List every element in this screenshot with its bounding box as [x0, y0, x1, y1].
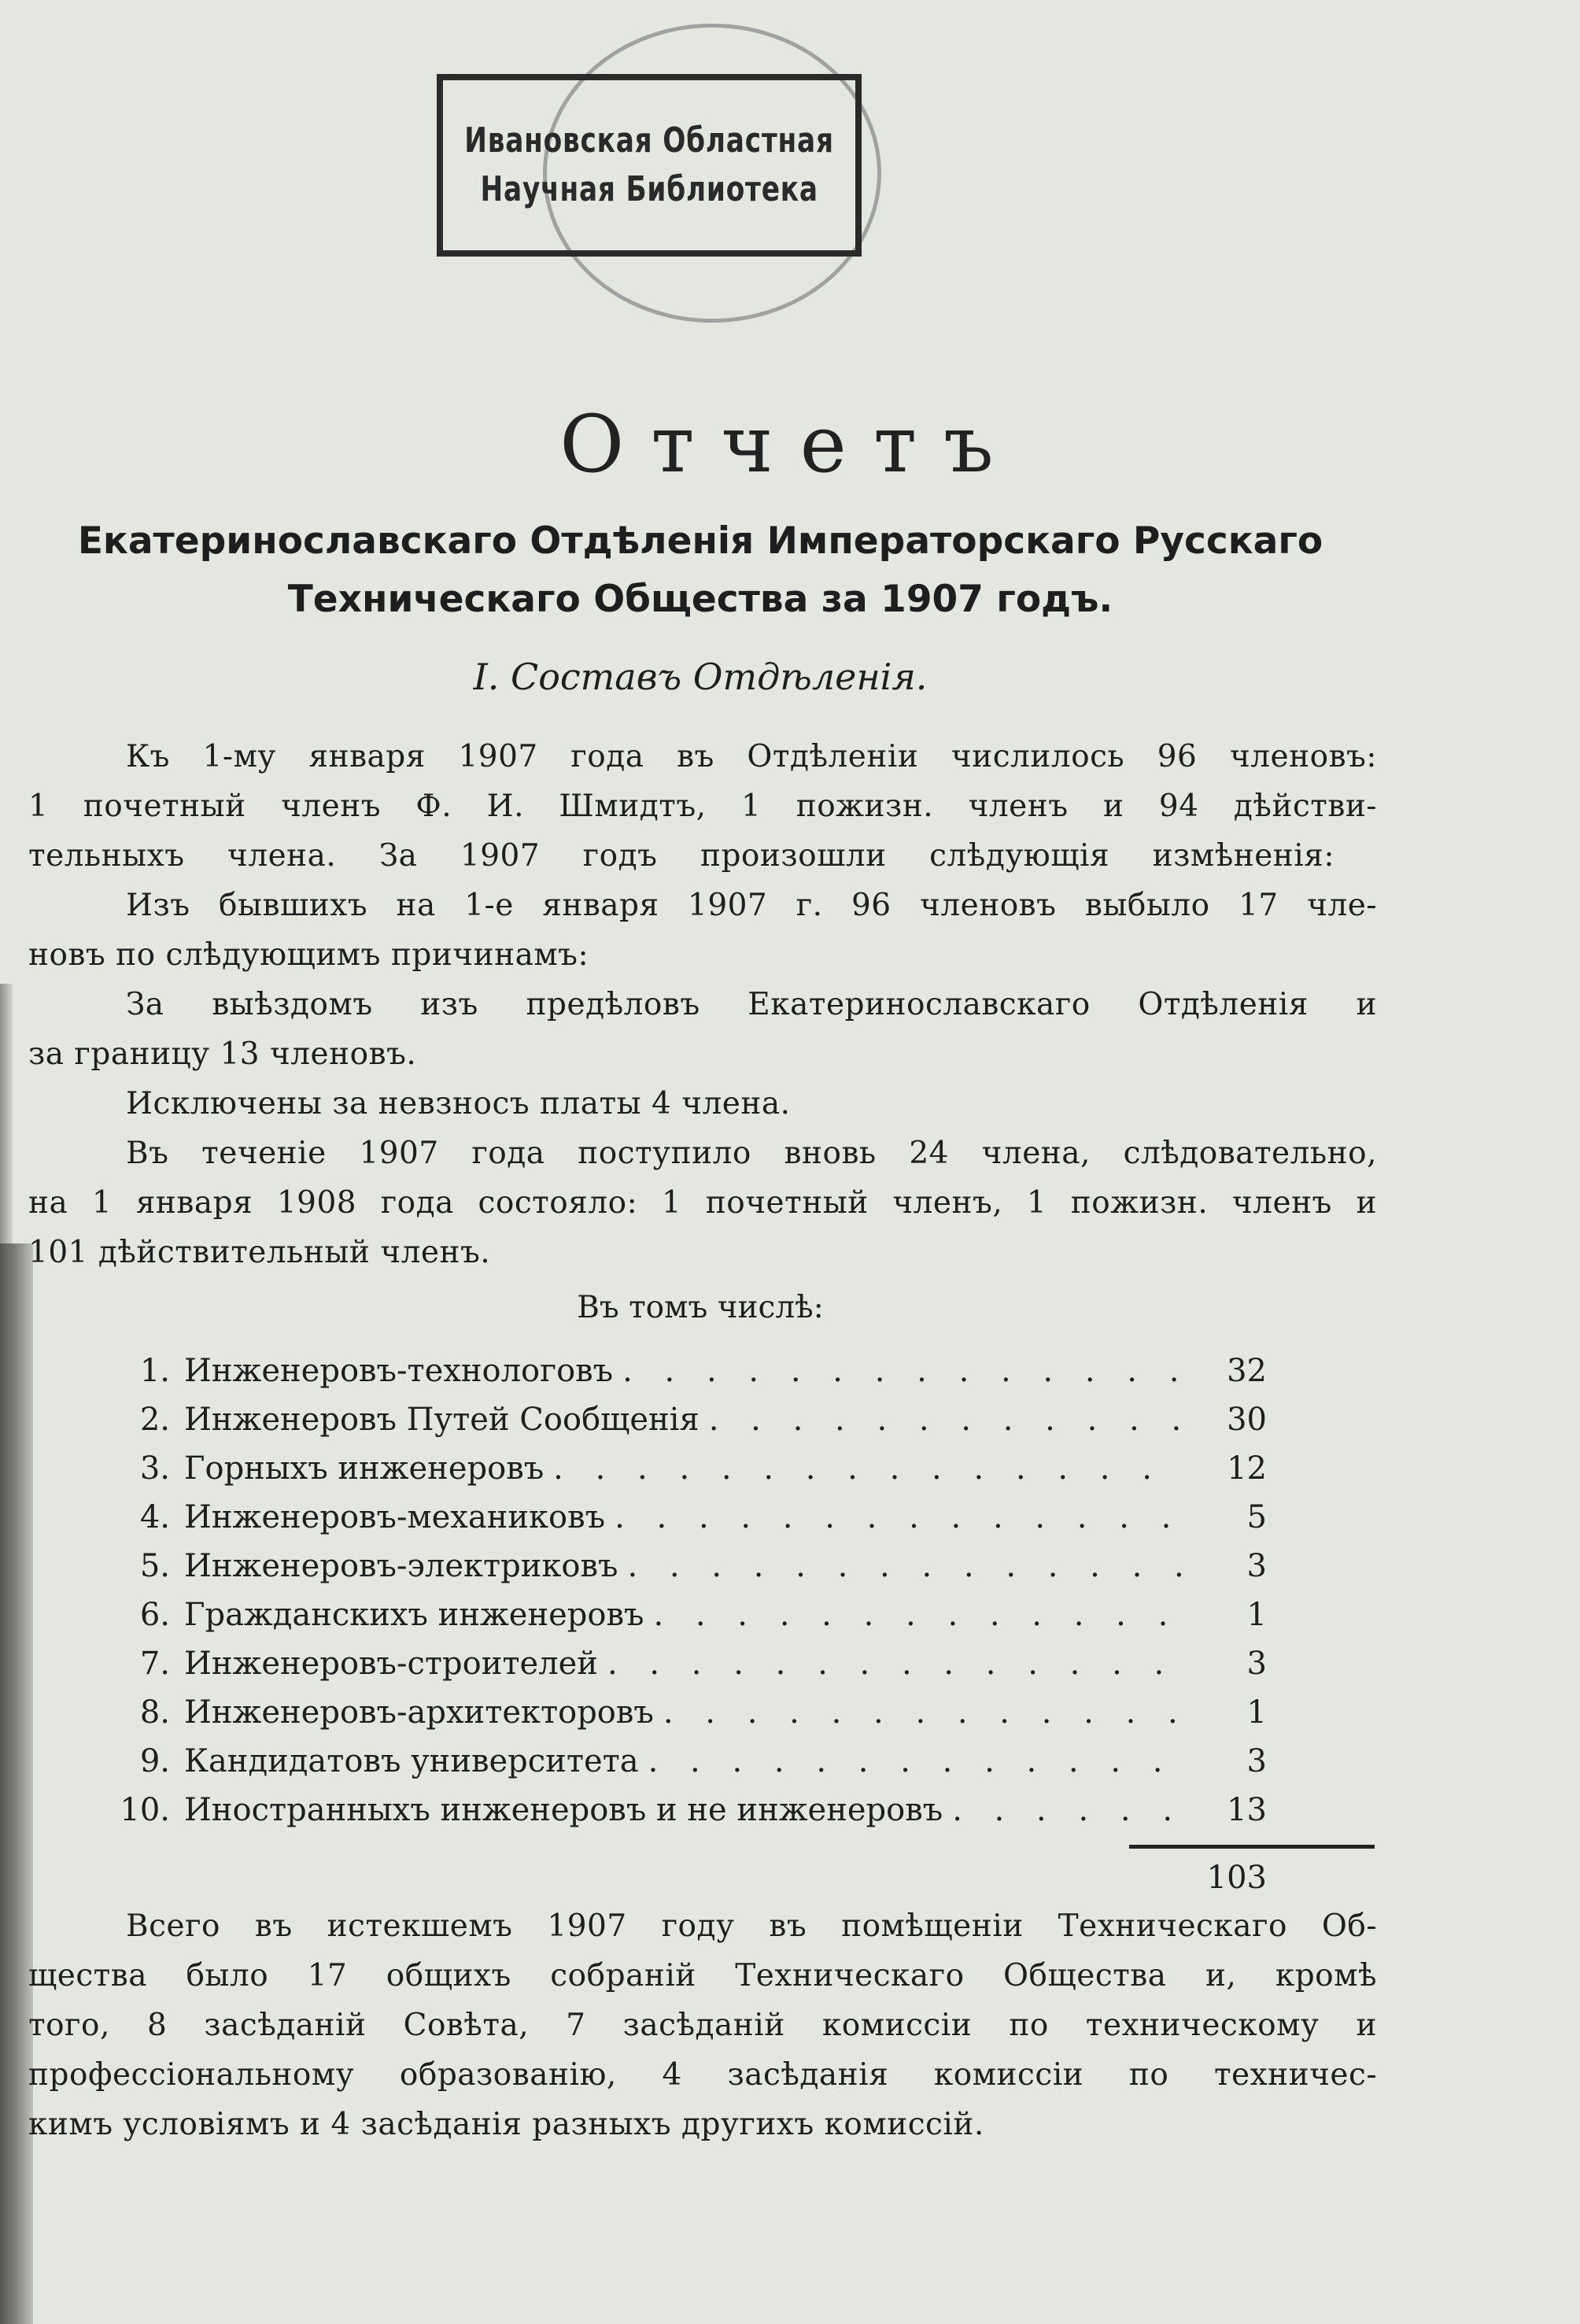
paragraph-line: Къ 1-му января 1907 года въ Отдѣленіи числилось 96 членовъ: [126, 739, 1377, 774]
paragraph-line: на 1 января 1908 года состояло: 1 почетный членъ, 1 пожизн. членъ и [28, 1185, 1377, 1221]
list-item-number: 8. [139, 1694, 170, 1731]
list-intro: Въ томъ числѣ: [577, 1290, 824, 1325]
list-total: 103 [1206, 1860, 1267, 1896]
list-item-value: 3 [1246, 1646, 1267, 1682]
page-edge-shadow [0, 1243, 33, 2324]
list-item-value: 1 [1246, 1694, 1267, 1731]
leader-dots [663, 1689, 1187, 1736]
leader-dots [648, 1738, 1187, 1785]
list-item-label: Инженеровъ-строителей [184, 1646, 598, 1682]
list-item-value: 32 [1227, 1353, 1267, 1389]
closing-line: щества было 17 общихъ собраній Техническаго Общества и, кромѣ [28, 1958, 1377, 1993]
list-item-value: 3 [1246, 1743, 1267, 1779]
leader-dots [709, 1396, 1187, 1443]
list-item [118, 1396, 1267, 1443]
list-item-label: Кандидатовъ университета [184, 1743, 639, 1779]
list-item-label: Инженеровъ-электриковъ [184, 1548, 618, 1584]
leader-dots [553, 1445, 1187, 1492]
list-item-label: Горныхъ инженеровъ [184, 1450, 545, 1487]
list-item [118, 1347, 1267, 1395]
list-item-label: Инженеровъ-архитекторовъ [184, 1694, 654, 1731]
paragraph-line: За выѣздомъ изъ предѣловъ Екатеринославскаго Отдѣленія и [126, 987, 1377, 1022]
leader-dots [627, 1543, 1187, 1590]
list-item-value: 1 [1246, 1597, 1267, 1633]
list-item-value: 30 [1227, 1402, 1267, 1438]
paragraph-line: Исключены за невзносъ платы 4 члена. [126, 1086, 791, 1121]
list-item-number: 4. [139, 1499, 170, 1535]
page-edge-shadow [0, 984, 13, 1243]
paragraph-line: Въ теченіе 1907 года поступило вновь 24 члена, слѣдовательно, [126, 1136, 1377, 1171]
list-item [118, 1591, 1267, 1639]
leader-dots [622, 1347, 1187, 1395]
leader-dots [952, 1786, 1187, 1834]
list-item-value: 3 [1246, 1548, 1267, 1584]
closing-line: Всего въ истекшемъ 1907 году въ помѣщеніи Техническаго Об- [126, 1908, 1377, 1944]
stamp-line-2: Научная Библиотека [480, 169, 818, 209]
leader-dots [653, 1591, 1187, 1639]
list-item-label: Инженеровъ-технологовъ [184, 1353, 614, 1389]
list-item [118, 1543, 1267, 1590]
list-item [118, 1689, 1267, 1736]
list-item-label: Инженеровъ Путей Сообщенія [184, 1402, 700, 1438]
paragraph-line: Изъ бывшихъ на 1-е января 1907 г. 96 членовъ выбыло 17 чле- [126, 888, 1377, 923]
list-item-number: 1. [139, 1353, 170, 1389]
closing-line: профессіональному образованію, 4 засѣданія комиссіи по техничес- [28, 2057, 1377, 2093]
list-item-number: 7. [139, 1646, 170, 1682]
list-item-value: 13 [1227, 1792, 1267, 1828]
library-stamp [437, 74, 862, 257]
paragraph-line: 101 дѣйствительный членъ. [28, 1235, 491, 1270]
paragraph-line: за границу 13 членовъ. [28, 1036, 417, 1072]
leader-dots [607, 1640, 1187, 1687]
paragraph-line: тельныхъ члена. За 1907 годъ произошли слѣдующія измѣненія: [28, 838, 1335, 874]
list-item-number: 2. [139, 1402, 170, 1438]
list-item [118, 1494, 1267, 1541]
subtitle-line-1: Екатеринославскаго Отдѣленія Императорскаго Русскаго [77, 519, 1323, 563]
sum-rule [1129, 1845, 1375, 1849]
list-item [118, 1786, 1267, 1834]
stamp-line-1: Ивановская Областная [464, 120, 834, 161]
paragraph-line: новъ по слѣдующимъ причинамъ: [28, 937, 589, 973]
list-item [118, 1640, 1267, 1687]
list-item-label: Иностранныхъ инженеровъ и не инженеровъ [184, 1792, 943, 1828]
list-item-value: 12 [1227, 1450, 1267, 1487]
section-heading: I. Составъ Отдѣленія. [473, 656, 928, 698]
closing-line: того, 8 засѣданій Совѣта, 7 засѣданій комиссіи по техническому и [28, 2008, 1377, 2043]
list-item-label: Гражданскихъ инженеровъ [184, 1597, 644, 1633]
list-item-number: 3. [139, 1450, 170, 1487]
list-item-number: 10. [120, 1792, 170, 1828]
subtitle-line-2: Техническаго Общества за 1907 годъ. [287, 578, 1113, 621]
list-item-number: 9. [139, 1743, 170, 1779]
list-item [118, 1738, 1267, 1785]
document-title: Отчетъ [559, 398, 1021, 490]
list-item-number: 5. [139, 1548, 170, 1584]
list-item-value: 5 [1246, 1499, 1267, 1535]
leader-dots [615, 1494, 1187, 1541]
closing-line: кимъ условіямъ и 4 засѣданія разныхъ другихъ комиссій. [28, 2107, 984, 2142]
paragraph-line: 1 почетный членъ Ф. И. Шмидтъ, 1 пожизн. членъ и 94 дѣйстви- [28, 789, 1377, 824]
list-item-label: Инженеровъ-механиковъ [184, 1499, 606, 1535]
list-item [118, 1445, 1267, 1492]
list-item-number: 6. [139, 1597, 170, 1633]
